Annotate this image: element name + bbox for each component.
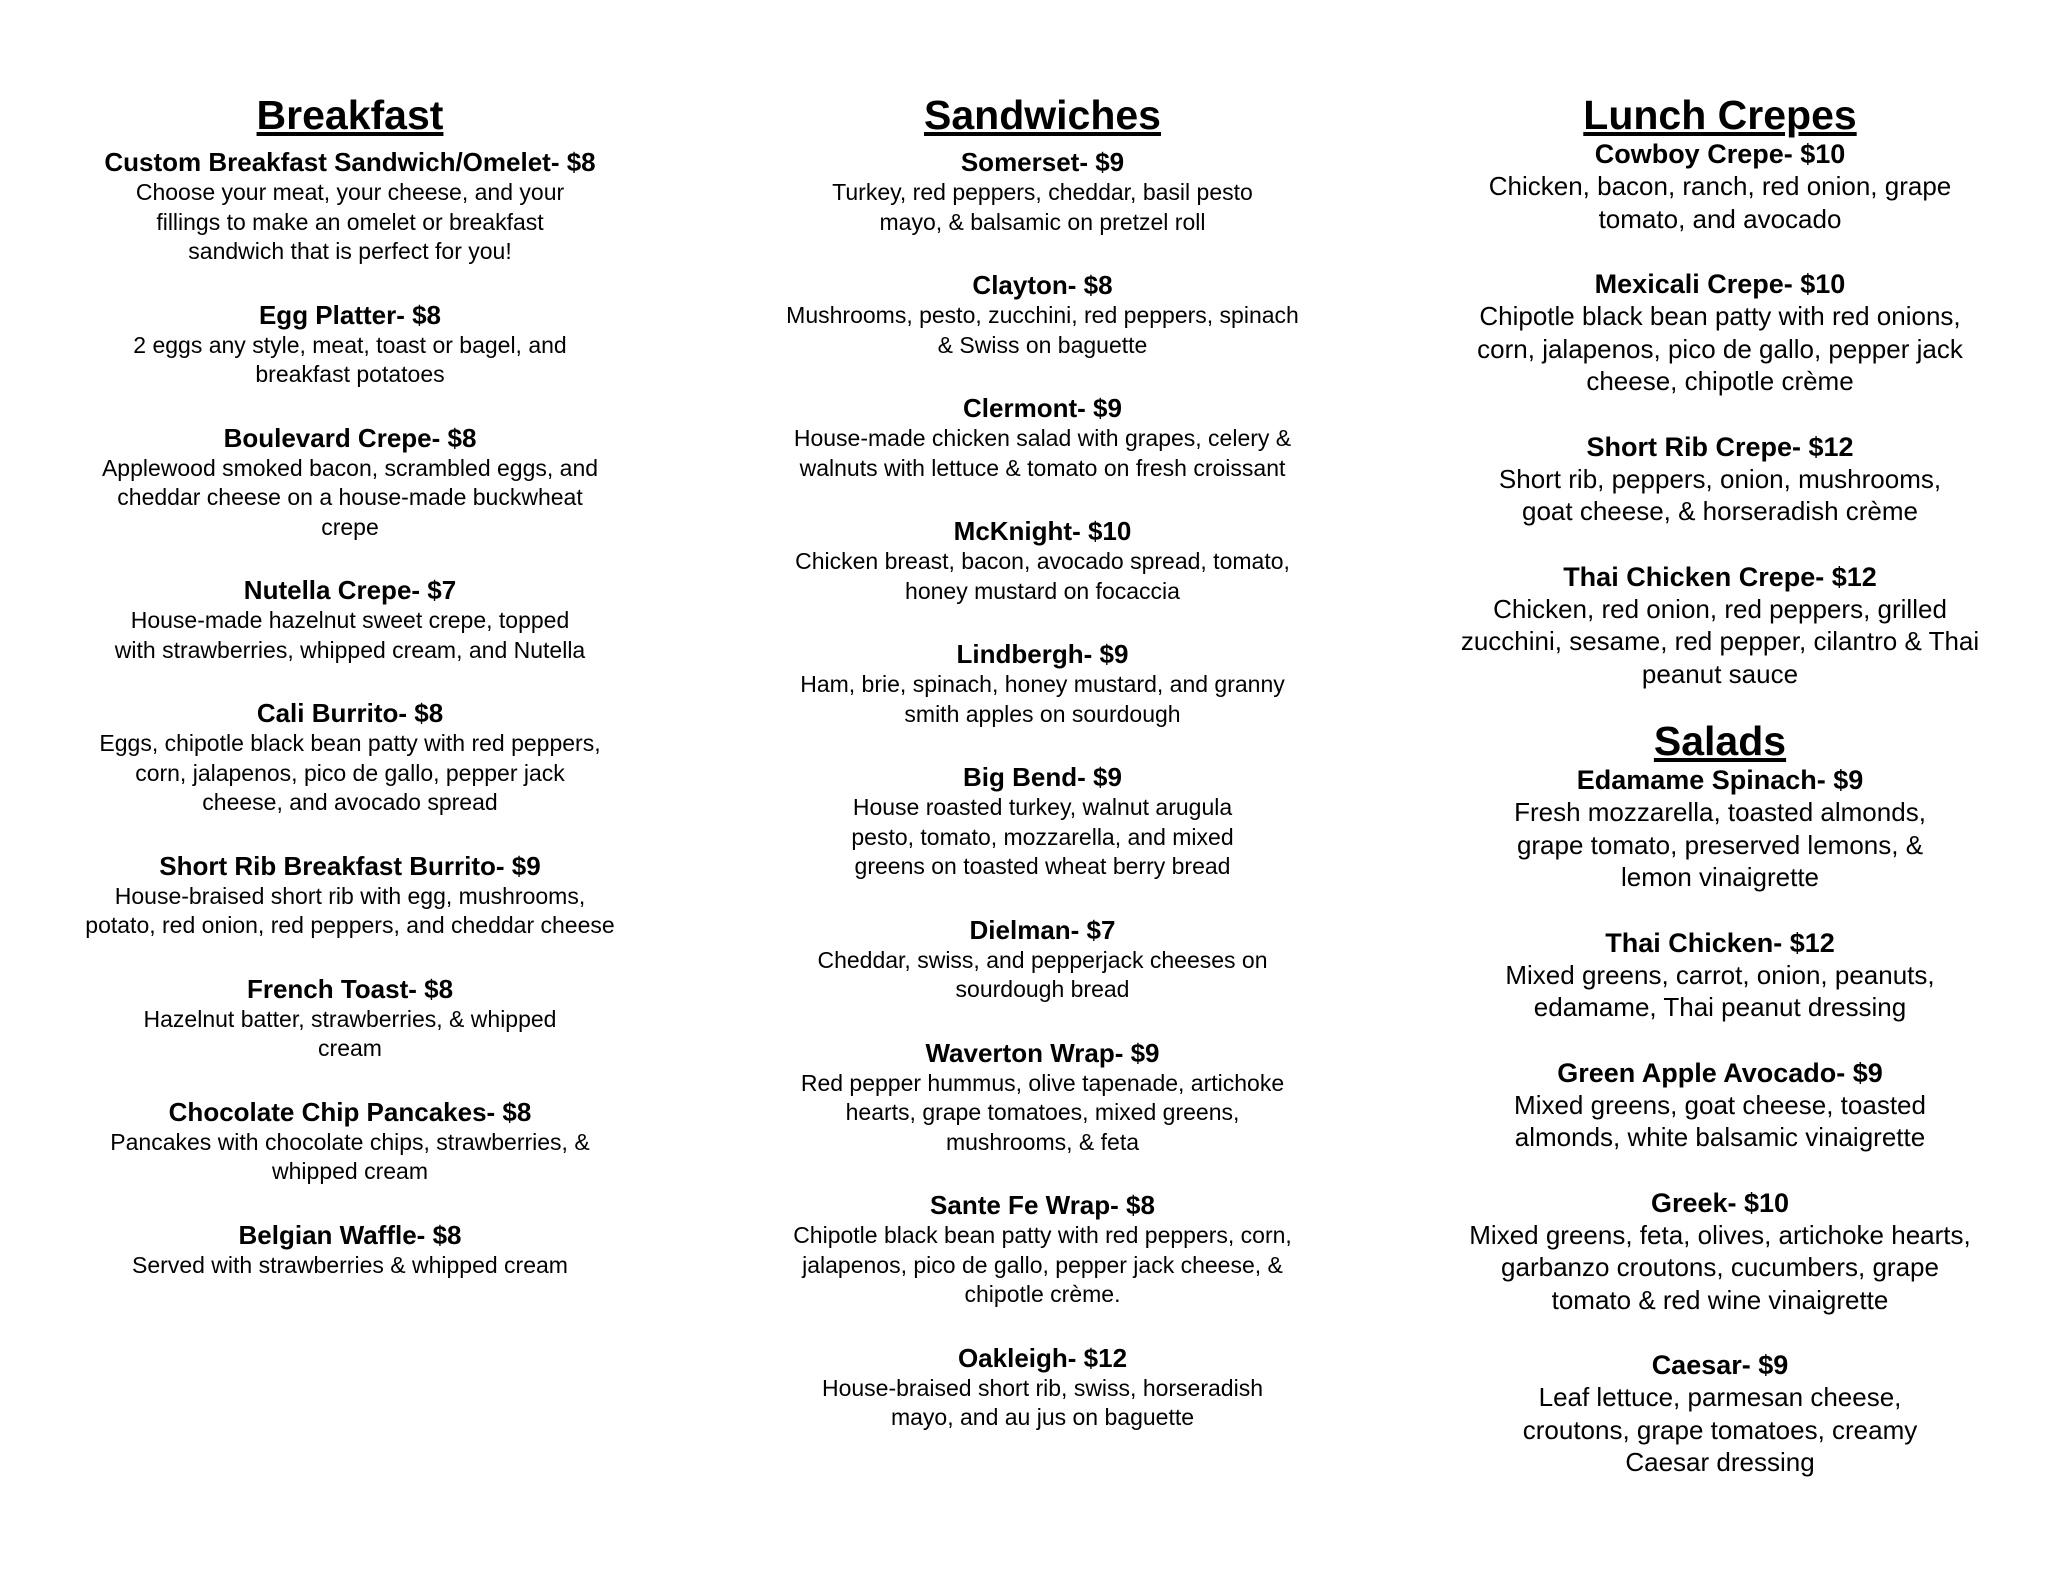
item-description: Chicken breast, bacon, avocado spread, tomato, honey mustard on focaccia	[795, 548, 1290, 604]
menu-item	[80, 422, 620, 543]
menu-item	[1450, 561, 1990, 691]
menu-item	[1450, 1057, 1990, 1154]
item-description: Chicken, red onion, red peppers, grilled zucchini, sesame, red pepper, cilantro & Thai peanut sauce	[1460, 593, 1980, 689]
item-description: Short rib, peppers, onion, mushrooms, goat cheese, & horseradish crème	[1498, 463, 1942, 526]
menu-item	[1450, 927, 1990, 1024]
menu-item	[775, 269, 1310, 360]
item-name: Dielman- $7	[969, 914, 1116, 945]
salads-heading: Salads	[1653, 718, 1787, 764]
menu-item	[775, 914, 1310, 1005]
item-name: Custom Breakfast Sandwich/Omelet- $8	[104, 147, 596, 177]
menu-item	[775, 1189, 1310, 1310]
item-description: Mixed greens, goat cheese, toasted almonds, white balsamic vinaigrette	[1514, 1089, 1926, 1152]
menu-item	[80, 973, 620, 1064]
menu-item	[775, 392, 1310, 483]
item-name: Green Apple Avocado- $9	[1557, 1057, 1883, 1088]
item-description: House-braised short rib with egg, mushrooms, potato, red onion, red peppers, and cheddar cheese	[85, 882, 615, 938]
item-description: 2 eggs any style, meat, toast or bagel, and breakfast potatoes	[133, 331, 567, 387]
item-name: French Toast- $8	[246, 973, 454, 1004]
item-name: McKnight- $10	[953, 516, 1132, 546]
menu-item	[775, 761, 1310, 882]
menu-item	[80, 1096, 620, 1187]
item-description: Red pepper hummus, olive tapenade, artichoke hearts, grape tomatoes, mixed greens, mushrooms, & feta	[800, 1069, 1285, 1155]
item-name: Short Rib Breakfast Burrito- $9	[159, 850, 541, 881]
breakfast-column	[80, 92, 620, 1312]
item-description: Eggs, chipotle black bean patty with red peppers, corn, jalapenos, pico de gallo, pepper jack cheese, and avocado spread	[99, 730, 601, 815]
menu-item	[80, 850, 620, 941]
item-description: Mushrooms, pesto, zucchini, red peppers, spinach & Swiss on baguette	[786, 302, 1299, 358]
item-description: Ham, brie, spinach, honey mustard, and granny smith apples on sourdough	[800, 671, 1285, 727]
item-name: Caesar- $9	[1651, 1350, 1789, 1380]
menu-item	[1450, 431, 1990, 528]
item-description: Chipotle black bean patty with red onions, corn, jalapenos, pico de gallo, pepper jack cheese, chipotle crème	[1477, 301, 1963, 396]
item-name: Mexicali Crepe- $10	[1594, 269, 1846, 299]
item-name: Egg Platter- $8	[258, 299, 442, 330]
menu-item	[80, 299, 620, 390]
item-description: House-braised short rib, swiss, horseradish mayo, and au jus on baguette	[821, 1374, 1263, 1430]
menu-item	[775, 638, 1310, 729]
item-description: House-made chicken salad with grapes, celery & walnuts with lettuce & tomato on fresh croissant	[793, 425, 1292, 481]
sandwiches-column	[775, 92, 1310, 1465]
item-name: Chocolate Chip Pancakes- $8	[168, 1096, 532, 1127]
crepes-salads-column	[1450, 92, 1990, 1512]
menu-item	[1450, 138, 1990, 235]
menu-item	[775, 1037, 1310, 1158]
menu-item	[775, 146, 1310, 237]
menu-item	[1450, 1187, 1990, 1317]
lunch-crepes-heading: Lunch Crepes	[1583, 92, 1857, 138]
menu-item	[80, 574, 620, 665]
item-description: Served with strawberries & whipped cream	[132, 1251, 568, 1278]
item-description: Applewood smoked bacon, scrambled eggs, and cheddar cheese on a house-made buckwheat crepe	[101, 454, 599, 540]
sandwiches-heading: Sandwiches	[924, 92, 1161, 138]
menu-item	[1450, 764, 1990, 894]
item-description: Pancakes with chocolate chips, strawberries, & whipped cream	[110, 1128, 590, 1184]
item-name: Greek- $10	[1650, 1187, 1790, 1218]
menu-item	[775, 515, 1310, 606]
item-description: House roasted turkey, walnut arugula pesto, tomato, mozzarella, and mixed greens on toasted wheat berry bread	[851, 794, 1234, 879]
item-name: Oakleigh- $12	[957, 1342, 1128, 1373]
item-description: Chipotle black bean patty with red peppers, corn, jalapenos, pico de gallo, pepper jack cheese, & chipotle crème.	[793, 1222, 1292, 1307]
item-name: Lindbergh- $9	[956, 639, 1129, 669]
item-description: House-made hazelnut sweet crepe, topped with strawberries, whipped cream, and Nutella	[114, 607, 586, 663]
item-name: Somerset- $9	[960, 147, 1125, 177]
item-name: Clermont- $9	[963, 393, 1122, 423]
item-name: Nutella Crepe- $7	[243, 575, 457, 605]
item-name: Waverton Wrap- $9	[925, 1037, 1160, 1068]
item-name: Belgian Waffle- $8	[238, 1219, 462, 1250]
item-description: Fresh mozzarella, toasted almonds, grape tomato, preserved lemons, & lemon vinaigrette	[1514, 797, 1926, 892]
item-name: Clayton- $8	[972, 270, 1113, 300]
item-name: Short Rib Crepe- $12	[1586, 431, 1854, 462]
item-description: Turkey, red peppers, cheddar, basil pesto mayo, & balsamic on pretzel roll	[832, 179, 1253, 235]
menu-item	[80, 146, 620, 267]
item-name: Thai Chicken Crepe- $12	[1563, 561, 1877, 592]
item-name: Thai Chicken- $12	[1605, 927, 1835, 958]
menu-item	[1450, 268, 1990, 398]
item-name: Cowboy Crepe- $10	[1594, 139, 1846, 169]
item-name: Boulevard Crepe- $8	[223, 422, 477, 453]
item-name: Sante Fe Wrap- $8	[930, 1190, 1155, 1220]
item-description: Choose your meat, your cheese, and your fillings to make an omelet or breakfast sandwich that is perfect for you!	[135, 179, 565, 264]
item-name: Cali Burrito- $8	[256, 698, 444, 728]
item-description: Mixed greens, carrot, onion, peanuts, edamame, Thai peanut dressing	[1505, 959, 1935, 1022]
item-description: Chicken, bacon, ranch, red onion, grape tomato, and avocado	[1488, 171, 1952, 234]
menu-item	[775, 1342, 1310, 1433]
menu-item	[80, 697, 620, 818]
item-description: Cheddar, swiss, and pepperjack cheeses on sourdough bread	[817, 946, 1268, 1002]
item-description: Mixed greens, feta, olives, artichoke hearts, garbanzo croutons, cucumbers, grape tomato & red wine vinaigrette	[1469, 1219, 1971, 1315]
breakfast-heading: Breakfast	[256, 92, 444, 138]
item-name: Edamame Spinach- $9	[1576, 765, 1864, 795]
menu-item	[1450, 1349, 1990, 1479]
menu-item	[80, 1219, 620, 1281]
item-name: Big Bend- $9	[963, 762, 1122, 792]
item-description: Leaf lettuce, parmesan cheese, croutons, grape tomatoes, creamy Caesar dressing	[1522, 1382, 1918, 1477]
item-description: Hazelnut batter, strawberries, & whipped cream	[143, 1005, 557, 1061]
